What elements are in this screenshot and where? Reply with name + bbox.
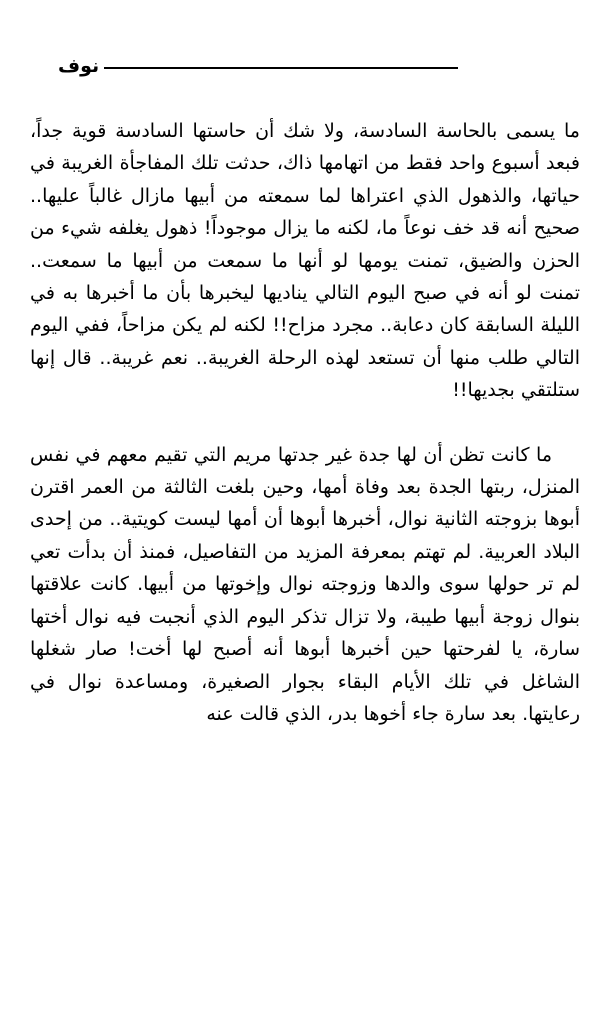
paragraph: ما يسمى بالحاسة السادسة، ولا شك أن حاستها السادسة قوية جداً، فبعد أسبوع واحد فقط من اتهامها ذاك، حدثت تلك المفاجأة الغريبة في حياتها، والذهول الذي اعتراها لما سمعته من أبيها مازال غالباً عليها.. صحيح أنه قد خف نوعاً ما، لكنه ما يزال موجوداً! ذهول يغلفه شيء من الحزن والضيق، تمنت يومها لو أنها ما سمعت من أبيها ما سمعت.. تمنت لو أنه في صبح اليوم التالي يناديها ليخبرها بأن ما أخبرها به في الليلة السابقة كان دعابة.. مجرد مزاح!! لكنه لم يكن مزاحاً، ففي اليوم التالي طلب منها أن تستعد لهذه الرحلة الغريبة.. نعم غريبة.. قال إنها ستلتقي بجديها!! (30, 120, 580, 402)
running-header (58, 52, 458, 82)
header-rule (104, 67, 458, 69)
chapter-title: نوف (58, 55, 100, 77)
page-body (30, 115, 580, 730)
paragraph: ما كانت تظن أن لها جدة غير جدتها مريم التي تقيم معهم في نفس المنزل، ربتها الجدة بعد وفاة أمها، وحين بلغت الثالثة من العمر اقترن أبوها بزوجته الثانية نوال، أخبرها أبوها أن أمها ليست كويتية.. من إحدى البلاد العربية. لم تهتم بمعرفة المزيد من التفاصيل، فمنذ أن بدأت تعي لم تر حولها سوى والدها وزوجته نوال وإخوتها من أبيها. كانت علاقتها بنوال زوجة أبيها طيبة، ولا تزال تذكر اليوم الذي أنجبت فيه نوال أختها سارة، يا لفرحتها حين أخبرها أبوها أنه أصبح لها أخت! صار شغلها الشاغل في تلك الأيام البقاء بجوار الصغيرة، ومساعدة نوال في رعايتها. بعد سارة جاء أخوها بدر، الذي قالت عنه (30, 443, 580, 725)
